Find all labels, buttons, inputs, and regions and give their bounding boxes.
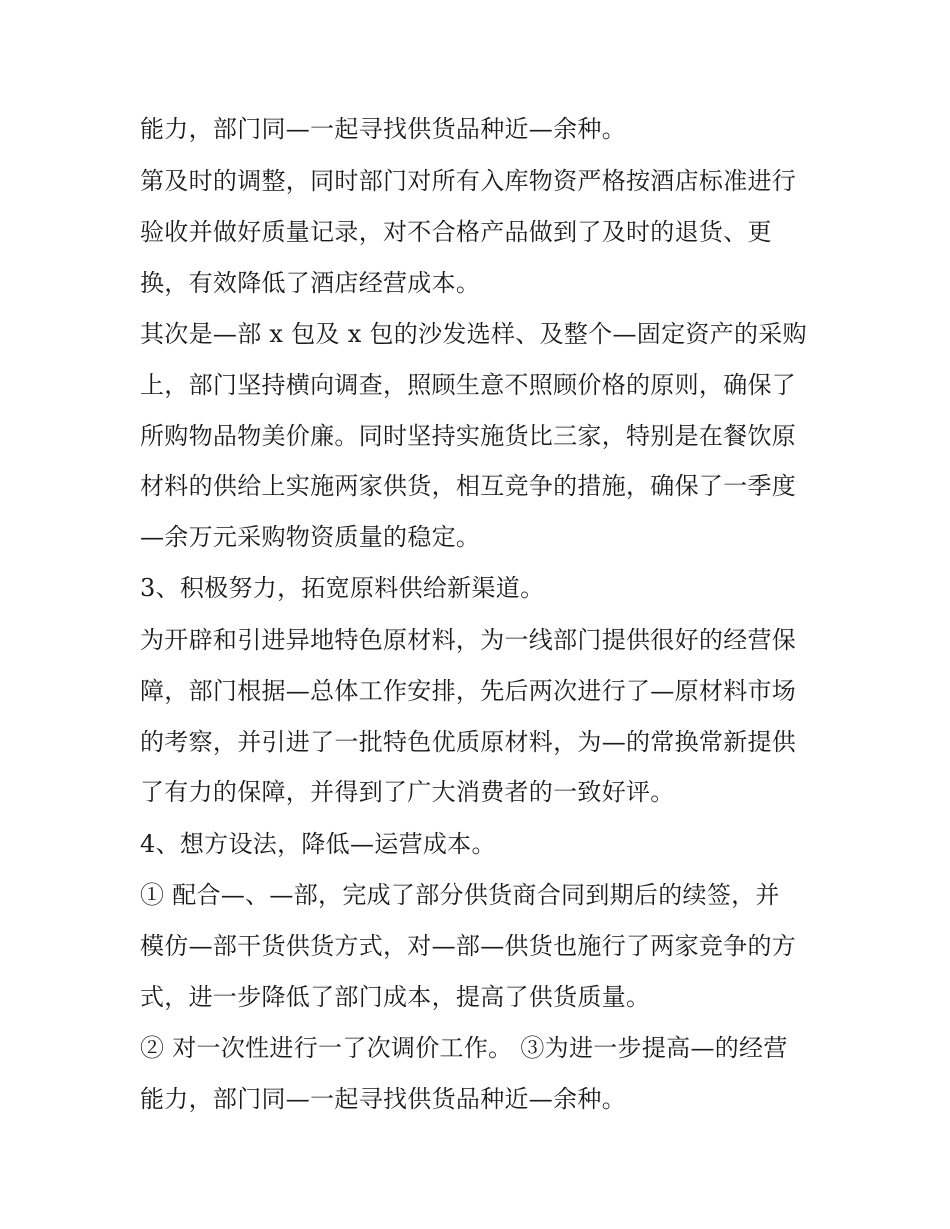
section-heading: 4、想方设法，降低—运营成本。 [140, 830, 496, 858]
text-line: 障，部门根据—总体工作安排，先后两次进行了—原材料市场 [140, 677, 797, 705]
text-line: 其次是—部 x 包及 x 包的沙发选样、及整个—固定资产的采购 [140, 320, 807, 348]
text-line: ① 配合—、—部，完成了部分供货商合同到期后的续签，并 [140, 881, 780, 909]
text-line: 能力，部门同—一起寻找供货品种近—余种。 [140, 115, 626, 143]
section-heading: 3、积极努力，拓宽原料供给新渠道。 [140, 574, 545, 602]
text-line: 了有力的保障，并得到了广大消费者的一致好评。 [140, 778, 675, 806]
text-line: 第及时的调整，同时部门对所有入库物资严格按酒店标准进行 [140, 167, 797, 195]
text-line: —余万元采购物资质量的稳定。 [140, 523, 481, 551]
text-line: 验收并做好质量记录，对不合格产品做到了及时的退货、更 [140, 218, 772, 246]
text-line: 能力，部门同—一起寻找供货品种近—余种。 [140, 1085, 626, 1113]
text-line: 为开辟和引进异地特色原材料，为一线部门提供很好的经营保 [140, 626, 797, 654]
text-line: 材料的供给上实施两家供货，相互竞争的措施，确保了一季度 [140, 472, 797, 500]
text-line: 式，进一步降低了部门成本，提高了供货质量。 [140, 983, 651, 1011]
text-line: 上，部门坚持横向调查，照顾生意不照顾价格的原则，确保了 [140, 371, 797, 399]
text-line: 所购物品物美价廉。同时坚持实施货比三家，特别是在餐饮原 [140, 422, 797, 450]
text-line: ② 对一次性进行一了次调价工作。 ③为进一步提高—的经营 [140, 1034, 788, 1062]
text-line: 的考察，并引进了一批特色优质原材料，为—的常换常新提供 [140, 728, 797, 756]
text-line: 换，有效降低了酒店经营成本。 [140, 269, 481, 297]
text-line: 模仿—部干货供货方式，对—部—供货也施行了两家竞争的方 [140, 932, 797, 960]
